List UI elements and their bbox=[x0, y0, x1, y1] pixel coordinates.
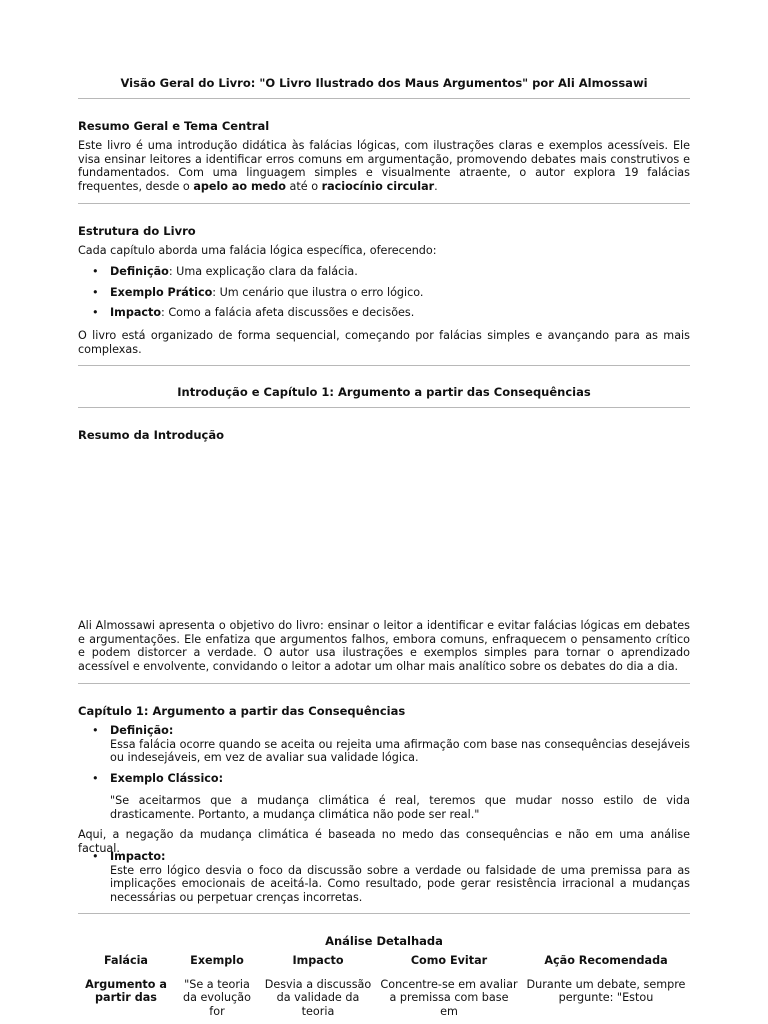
column-header: Exemplo bbox=[190, 954, 244, 967]
capitulo1-impacto-list bbox=[78, 850, 690, 904]
section-heading-analise: Análise Detalhada bbox=[325, 934, 443, 948]
column-header: Ação Recomendada bbox=[544, 954, 668, 967]
divider bbox=[78, 407, 690, 408]
table-cell: Concentre-se em avaliar a premissa com base em bbox=[380, 977, 518, 1018]
column-header: Falácia bbox=[104, 954, 148, 967]
exemplo-note: Aqui, a negação da mudança climática é baseada no medo das consequências e não em uma análise factual. bbox=[78, 828, 690, 855]
impacto-text: Este erro lógico desvia o foco da discussão sobre a verdade ou falsidade de uma premissa para as implicações emocionais de aceitá-la. Como resultado, pode gerar resistência irracional a mudanças necessárias ou perpetuar crenças incorretas. bbox=[110, 863, 690, 904]
list-item bbox=[78, 724, 690, 765]
exemplo-label: Exemplo Clássico: bbox=[110, 771, 224, 785]
resumo-bold-raciocinio: raciocínio circular bbox=[321, 179, 435, 193]
estrutura-intro: Cada capítulo aborda uma falácia lógica específica, oferecendo: bbox=[78, 244, 437, 257]
introducao-paragraph: Ali Almossawi apresenta o objetivo do livro: ensinar o leitor a identificar e evitar falácias lógicas em debates e argumentações. Ele enfatiza que argumentos falhos, embora comuns, enfraquecem o pensamento crítico e podem distorcer a verdade. O autor usa ilustrações e exemplos simples para tornar o aprendizado acessível e envolvente, convidando o leitor a adotar um olhar mais analítico sobre os debates do dia a dia. bbox=[78, 619, 690, 673]
list-item-term: Definição bbox=[110, 265, 169, 278]
section-heading-capitulo1: Capítulo 1: Argumento a partir das Consequências bbox=[78, 704, 406, 718]
resumo-text-c: . bbox=[434, 179, 438, 193]
list-item bbox=[78, 265, 690, 279]
column-header: Como Evitar bbox=[410, 954, 488, 967]
chapter-title: Introdução e Capítulo 1: Argumento a partir das Consequências bbox=[177, 385, 591, 399]
list-item-term: Exemplo Prático bbox=[110, 285, 213, 299]
divider bbox=[78, 98, 690, 99]
divider bbox=[78, 365, 690, 366]
divider bbox=[78, 683, 690, 684]
list-item bbox=[78, 306, 690, 320]
table-cell: Argumento a partir das bbox=[85, 977, 167, 1005]
exemplo-quote: "Se aceitarmos que a mudança climática é real, teremos que mudar nosso estilo de vida drasticamente. Portanto, a mudança climática não pode ser real." bbox=[110, 794, 690, 821]
definicao-label: Definição: bbox=[110, 724, 174, 737]
list-item bbox=[78, 772, 690, 786]
list-item bbox=[78, 850, 690, 904]
list-item bbox=[78, 286, 690, 300]
estrutura-closing: O livro está organizado de forma sequencial, começando por falácias simples e avançando para as mais complexas. bbox=[78, 329, 690, 356]
list-item-desc: : Uma explicação clara da falácia. bbox=[168, 265, 358, 278]
estrutura-list bbox=[78, 265, 690, 320]
list-item-desc: : Um cenário que ilustra o erro lógico. bbox=[212, 285, 424, 299]
column-header: Impacto bbox=[292, 954, 344, 967]
page-title: Visão Geral do Livro: "O Livro Ilustrado dos Maus Argumentos" por Ali Almossawi bbox=[120, 76, 648, 90]
impacto-label: Impacto: bbox=[110, 850, 166, 863]
table-cell: Durante um debate, sempre pergunte: "Estou bbox=[526, 977, 686, 1005]
capitulo1-definicao-list bbox=[78, 724, 690, 785]
section-heading-resumo-geral: Resumo Geral e Tema Central bbox=[78, 119, 270, 133]
list-item-term: Impacto bbox=[110, 306, 162, 320]
resumo-geral-paragraph bbox=[78, 139, 690, 193]
resumo-bold-apelo: apelo ao medo bbox=[193, 179, 286, 193]
section-heading-introducao: Resumo da Introdução bbox=[78, 428, 225, 442]
table-row bbox=[78, 978, 690, 1019]
list-item-desc: : Como a falácia afeta discussões e decisões. bbox=[161, 306, 415, 320]
resumo-text-b: até o bbox=[285, 179, 322, 193]
table-cell: Desvia a discussão da validade da teoria bbox=[264, 977, 372, 1018]
table-cell: "Se a teoria da evolução for bbox=[183, 977, 251, 1018]
section-heading-estrutura: Estrutura do Livro bbox=[78, 224, 196, 238]
analysis-table bbox=[78, 950, 690, 1018]
divider bbox=[78, 913, 690, 914]
resumo-text-a: Este livro é uma introdução didática às falácias lógicas, com ilustrações claras e exemplos acessíveis. Ele visa ensinar leitores a identificar erros comuns em argumentação, promovendo debates mais construtivos e fundamentados. Com uma linguagem simples e visualmente atraente, o autor explora 19 falácias frequentes, desde o bbox=[78, 139, 690, 193]
definicao-text: Essa falácia ocorre quando se aceita ou rejeita uma afirmação com base nas consequências desejáveis ou indesejáveis, em vez de avaliar sua validade lógica. bbox=[110, 737, 690, 765]
table-header-row bbox=[78, 950, 690, 978]
divider bbox=[78, 203, 690, 204]
